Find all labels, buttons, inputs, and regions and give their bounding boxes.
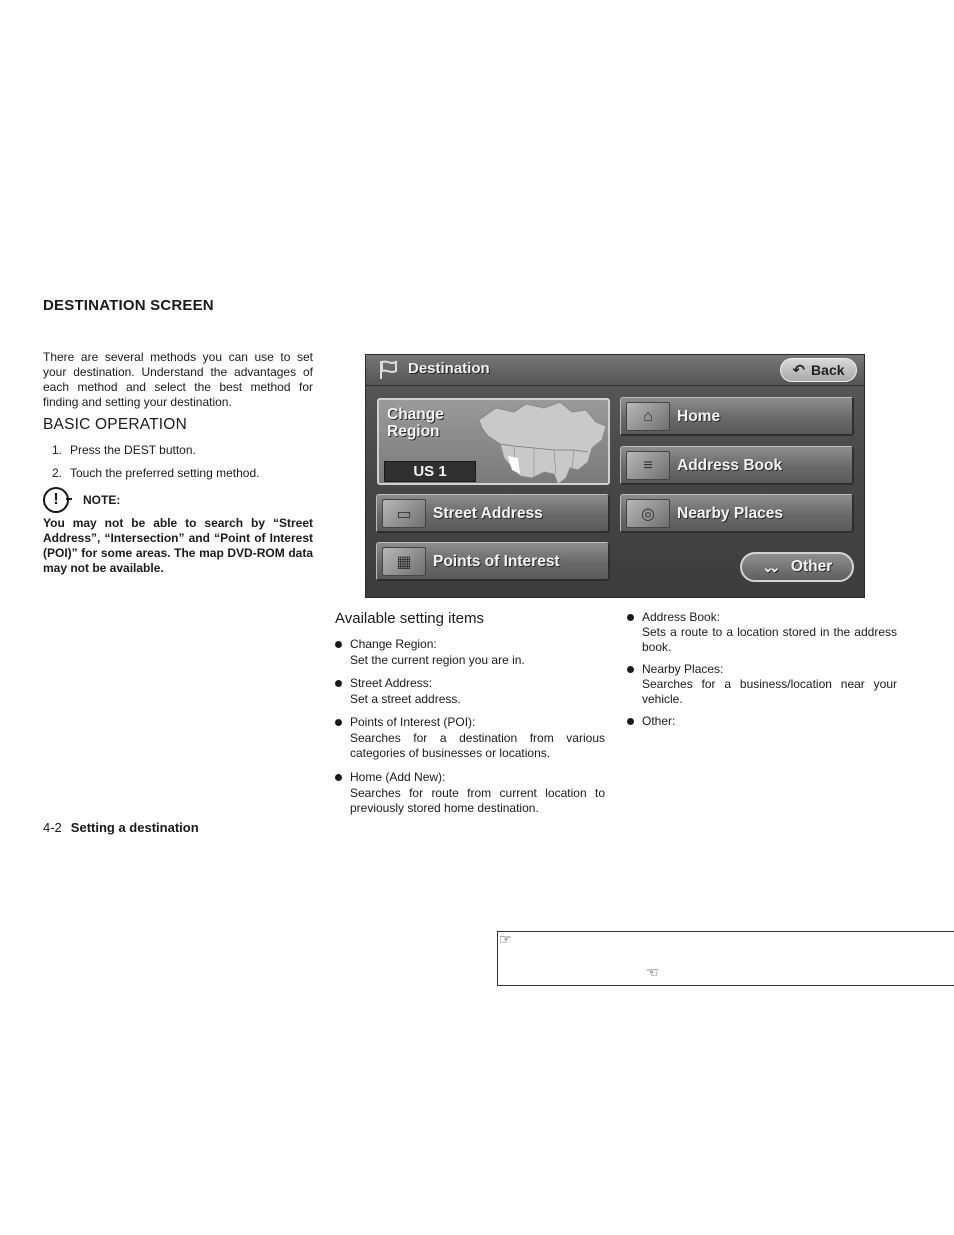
item-desc: Searches for a business/location near your vehicle. — [642, 677, 897, 706]
section-title: DESTINATION SCREEN — [43, 297, 214, 314]
home-button[interactable] — [620, 397, 854, 436]
bullet-icon — [335, 680, 342, 687]
other-button[interactable] — [740, 552, 854, 582]
reference-box — [497, 931, 954, 986]
item-name: Home (Add New): — [350, 770, 446, 784]
note-label: NOTE: — [83, 493, 121, 507]
note-text: You may not be able to search by “Street Address”, “Intersection” and “Point of Interest (POI)” for some areas. The map DVD-ROM data may not be available. — [43, 516, 313, 575]
nearby-places-label: Nearby Places — [677, 505, 783, 522]
step-number: 1. — [52, 443, 63, 457]
address-book-icon: ≡ — [626, 451, 670, 480]
other-label: Other — [790, 558, 833, 575]
step-number: 2. — [52, 466, 63, 480]
screen-title-bar — [366, 355, 864, 386]
points-of-interest-button[interactable] — [376, 542, 610, 581]
step-1 — [52, 443, 196, 457]
bullet-icon — [335, 641, 342, 648]
change-region-label-line2: Region — [387, 423, 440, 440]
bullet-icon — [627, 614, 634, 621]
region-code: US 1 — [384, 461, 476, 482]
bullet-icon — [627, 718, 634, 725]
list-item — [627, 714, 897, 729]
street-address-button[interactable] — [376, 494, 610, 533]
nearby-places-button[interactable] — [620, 494, 854, 533]
item-name: Points of Interest (POI): — [350, 715, 476, 729]
item-name: Other: — [642, 714, 676, 728]
item-desc: Searches for route from current location to previously stored home destination. — [350, 786, 605, 815]
list-item — [335, 637, 605, 668]
address-book-button[interactable] — [620, 446, 854, 485]
north-america-map-icon — [474, 398, 610, 485]
item-desc: Searches for a destination from various categories of businesses or locations. — [350, 731, 605, 760]
page-number: 4-2 — [43, 820, 62, 835]
change-region-label-line1: Change — [387, 406, 444, 423]
address-book-label: Address Book — [677, 457, 783, 474]
exclamation-icon: ! — [43, 487, 69, 513]
item-name: Nearby Places: — [642, 662, 724, 676]
footer-title: Setting a destination — [70, 820, 199, 835]
destination-screen — [365, 354, 865, 598]
intro-paragraph: There are several methods you can use to set your destination. Understand the advantages of each method and select the best method for finding and setting your destination. — [43, 350, 313, 409]
pointing-hand-left-icon: ☜ — [646, 964, 659, 980]
back-label: Back — [811, 362, 845, 378]
bullet-icon — [335, 719, 342, 726]
list-item — [335, 715, 605, 761]
street-address-label: Street Address — [433, 505, 543, 522]
step-text: Touch the preferred setting method. — [70, 466, 260, 480]
nearby-map-icon: ◎ — [626, 499, 670, 528]
step-text: Press the DEST button. — [70, 443, 196, 457]
list-item — [335, 770, 605, 816]
list-item — [627, 662, 897, 707]
item-desc: Set a street address. — [350, 692, 461, 706]
bullet-icon — [335, 774, 342, 781]
back-button[interactable] — [780, 358, 857, 382]
available-items-heading: Available setting items — [335, 610, 484, 627]
change-region-button[interactable] — [377, 398, 610, 485]
note-header — [43, 487, 120, 513]
house-icon: ⌂ — [626, 402, 670, 431]
street-sign-icon: ▭ — [382, 499, 426, 528]
basic-operation-heading: BASIC OPERATION — [43, 416, 187, 433]
list-item — [627, 610, 897, 655]
item-name: Address Book: — [642, 610, 721, 624]
page-footer — [43, 820, 199, 835]
points-of-interest-label: Points of Interest — [433, 553, 560, 570]
pointing-hand-right-icon: ☞ — [499, 931, 512, 947]
change-region-label — [387, 406, 444, 440]
list-item — [335, 676, 605, 707]
home-label: Home — [677, 408, 721, 425]
double-chevron-down-icon: ⌄⌄ — [761, 558, 775, 576]
screen-title: Destination — [408, 360, 490, 377]
item-desc: Sets a route to a location stored in the address book. — [642, 625, 897, 654]
step-2 — [52, 466, 259, 480]
return-arrow-icon: ↶ — [792, 361, 806, 379]
flag-icon — [378, 360, 402, 380]
item-desc: Set the current region you are in. — [350, 653, 525, 667]
item-name: Street Address: — [350, 676, 433, 690]
item-name: Change Region: — [350, 637, 437, 651]
poi-icon: ▦ — [382, 547, 426, 576]
bullet-icon — [627, 666, 634, 673]
